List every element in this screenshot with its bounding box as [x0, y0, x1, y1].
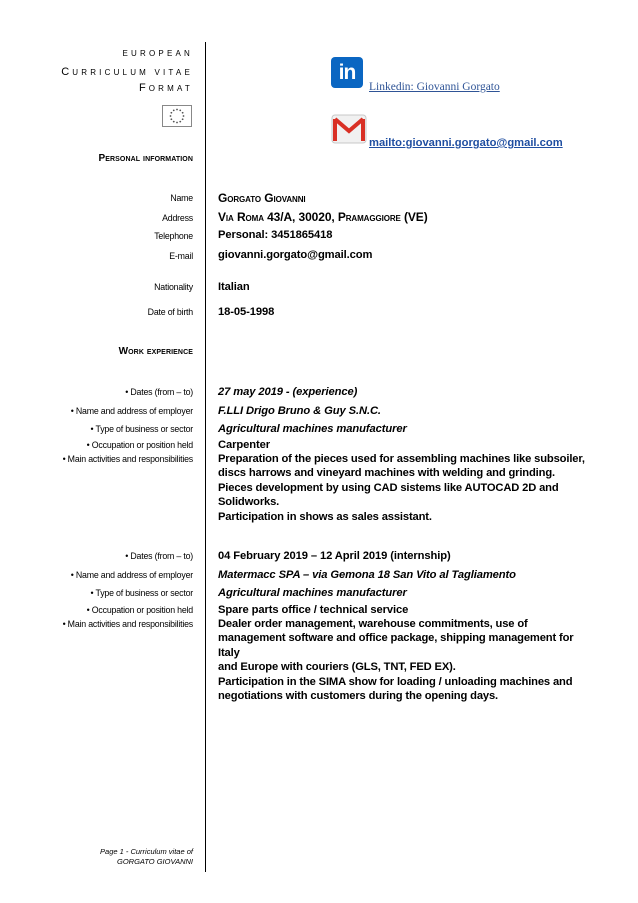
address-value: Via Roma 43/A, 30020, Pramaggiore (VE) — [218, 210, 428, 224]
job-2-business-label: • Type of business or sector — [90, 588, 193, 598]
job-2-employer-value: Matermacc SPA – via Gemona 18 San Vito al Tagliamento — [218, 569, 516, 581]
job-2-dates-label: • Dates (from – to) — [125, 551, 193, 561]
job-2-dates-value: 04 February 2019 – 12 April 2019 (internship) — [218, 550, 451, 562]
nationality-value: Italian — [218, 281, 250, 293]
section-title-personal-information: Personal information — [98, 153, 193, 164]
eu-flag-star — [170, 118, 172, 120]
job-2-activity-line: Dealer order management, warehouse commitments, use of — [218, 618, 528, 630]
eu-flag-icon — [162, 105, 192, 127]
job-1-dates-label: • Dates (from – to) — [125, 387, 193, 397]
header-line-curriculum-vitae: CURRICULUM VITAE — [61, 66, 193, 78]
email-link[interactable]: mailto:giovanni.gorgato@gmail.com — [369, 137, 563, 149]
job-2-activities — [218, 617, 596, 703]
job-2-activity-line: management software and office package, shipping management for Italy — [218, 632, 574, 659]
name-label: Name — [170, 193, 193, 203]
job-1-activity-line: Participation in shows as sales assistant. — [218, 510, 432, 523]
date-of-birth-label: Date of birth — [147, 307, 193, 317]
footer-page-line: Page 1 - Curriculum vitae of — [100, 847, 193, 856]
job-1-activities — [218, 452, 596, 524]
eu-flag-star — [183, 115, 185, 117]
job-1-occupation-value: Carpenter — [218, 439, 270, 451]
eu-flag-star — [182, 118, 184, 120]
name-value: Gorgato Giovanni — [218, 191, 306, 205]
eu-flag-star — [173, 121, 175, 123]
job-2-activity-line: negotiations with customers during the opening days. — [218, 690, 498, 703]
telephone-label: Telephone — [154, 231, 193, 241]
job-1-activity-line: discs harrows and vineyard machines with welding and grinding. — [218, 467, 555, 480]
nationality-label: Nationality — [154, 282, 193, 292]
column-divider — [205, 42, 206, 872]
eu-flag-star — [170, 115, 172, 117]
eu-flag-star — [182, 112, 184, 114]
job-1-activities-label: • Main activities and responsibilities — [62, 454, 193, 464]
linkedin-icon[interactable]: in — [331, 57, 363, 88]
eu-flag-star — [176, 109, 178, 111]
job-2-activity-line: and Europe with couriers (GLS, TNT, FED EX). — [218, 661, 456, 674]
job-1-business-value: Agricultural machines manufacturer — [218, 423, 407, 435]
header-line-european: EUROPEAN — [122, 49, 193, 58]
job-2-activities-label: • Main activities and responsibilities — [62, 619, 193, 629]
email-label: E-mail — [169, 251, 193, 261]
job-1-activity-line: Solidworks. — [218, 496, 280, 509]
job-1-occupation-label: • Occupation or position held — [86, 440, 193, 450]
email-value: giovanni.gorgato@gmail.com — [218, 249, 373, 261]
header-line-format: FORMAT — [138, 82, 193, 94]
eu-flag-star — [179, 121, 181, 123]
job-2-employer-label: • Name and address of employer — [70, 570, 193, 580]
job-1-employer-value: F.LLI Drigo Bruno & Guy S.N.C. — [218, 405, 381, 417]
job-2-occupation-label: • Occupation or position held — [86, 605, 193, 615]
job-1-employer-label: • Name and address of employer — [70, 406, 193, 416]
address-label: Address — [162, 213, 193, 223]
eu-flag-star — [179, 109, 181, 111]
job-1-business-label: • Type of business or sector — [90, 424, 193, 434]
eu-flag-star — [173, 109, 175, 111]
job-2-occupation-value: Spare parts office / technical service — [218, 604, 409, 616]
section-title-work-experience: Work experience — [118, 346, 193, 357]
gmail-icon[interactable] — [331, 113, 367, 145]
job-1-dates-value: 27 may 2019 - (experience) — [218, 386, 358, 398]
telephone-value: Personal: 3451865418 — [218, 229, 333, 241]
job-1-activity-line: Preparation of the pieces used for assembling machines like subsoiler, — [218, 453, 585, 465]
eu-flag-star — [170, 112, 172, 114]
page-footer — [100, 847, 193, 866]
job-1-activity-line: Pieces development by using CAD sistems like AUTOCAD 2D and — [218, 481, 559, 494]
eu-flag-star — [176, 122, 178, 124]
date-of-birth-value: 18-05-1998 — [218, 306, 275, 318]
job-2-business-value: Agricultural machines manufacturer — [218, 587, 407, 599]
footer-name-line: GORGATO GIOVANNI — [117, 856, 193, 866]
linkedin-link[interactable]: Linkedin: Giovanni Gorgato — [369, 81, 500, 93]
job-2-activity-line: Participation in the SIMA show for loading / unloading machines and — [218, 675, 573, 688]
